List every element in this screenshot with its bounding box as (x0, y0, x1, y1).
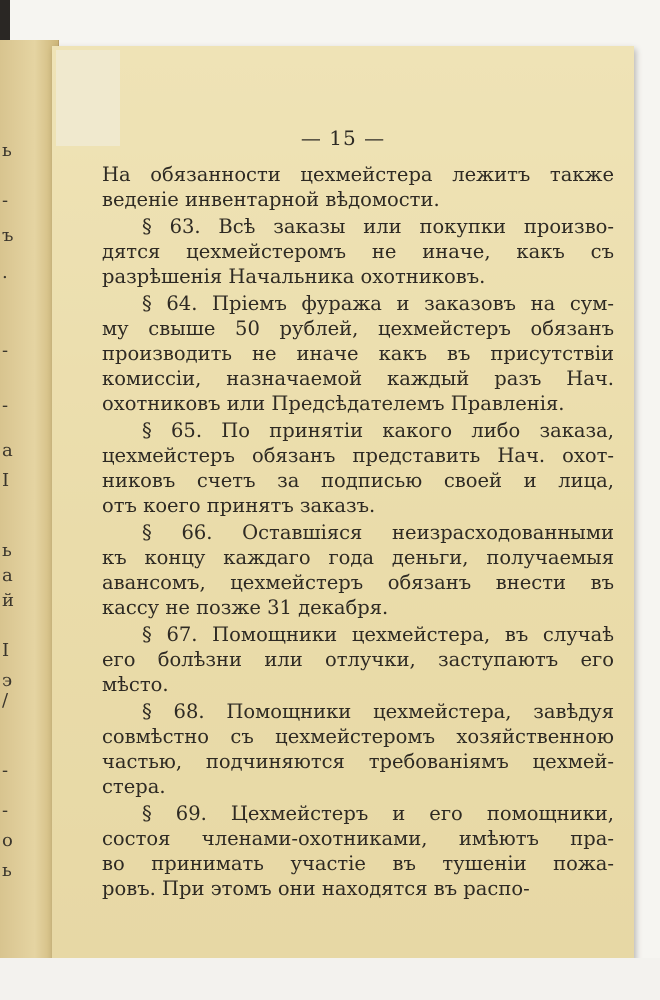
facing-page-fragment: - (2, 190, 9, 211)
paragraph-s67 (102, 622, 614, 697)
text-line: веденіе инвентарной вѣдомости. (102, 188, 440, 211)
text-line: дятся цехмейстеромъ не иначе, какъ съ (102, 240, 614, 263)
text-line: § 67. Помощники цехмейстера, въ случаѣ (142, 623, 614, 646)
facing-page-fragment: й (2, 590, 14, 611)
text-line: мѣсто. (102, 673, 169, 696)
text-line: стера. (102, 775, 166, 798)
facing-page-fragment: а (2, 565, 13, 586)
facing-page-fragment: - (2, 800, 9, 821)
text-line: комиссіи, назначаемой каждый разъ Нач. (102, 367, 614, 390)
text-line: На обязанности цехмейстера лежитъ также (102, 163, 614, 186)
text-line: разрѣшенія Начальника охотниковъ. (102, 265, 486, 288)
text-line: ровъ. При этомъ они находятся въ распо- (102, 877, 530, 900)
facing-page-fragment: ь (2, 140, 12, 161)
facing-page-fragment: э (2, 670, 13, 691)
text-line: совмѣстно съ цехмейстеромъ хозяйственною (102, 725, 614, 748)
facing-page-fragment: - (2, 760, 9, 781)
text-line: во принимать участіе въ тушеніи пожа- (102, 852, 614, 875)
text-line: его болѣзни или отлучки, заступаютъ его (102, 648, 614, 671)
paragraph-s64 (102, 291, 614, 416)
paragraph-s66 (102, 520, 614, 620)
page-body-text (102, 162, 614, 901)
text-line: отъ коего принятъ заказъ. (102, 494, 376, 517)
text-line: § 65. По принятіи какого либо заказа, (142, 419, 614, 442)
facing-page-fragment: ь (2, 860, 12, 881)
text-line: охотниковъ или Предсѣдателемъ Правленія. (102, 392, 565, 415)
facing-page-fragment: - (2, 395, 9, 416)
text-line: § 66. Оставшіяся неизрасходованными (142, 521, 614, 544)
text-line: § 69. Цехмейстеръ и его помощники, (142, 802, 614, 825)
text-line: му свыше 50 рублей, цехмейстеръ обязанъ (102, 317, 614, 340)
paragraph-s63 (102, 214, 614, 289)
facing-page-fragment: ъ (2, 225, 14, 246)
text-line: кассу не позже 31 декабря. (102, 596, 389, 619)
paragraph-s69 (102, 801, 614, 901)
facing-page-edge (0, 40, 59, 960)
text-line: состоя членами-охотниками, имѣютъ пра- (102, 827, 614, 850)
facing-page-fragment: ь (2, 540, 12, 561)
text-line: къ концу каждаго года деньги, получаемыя (102, 546, 614, 569)
scan-dark-corner (0, 0, 10, 40)
text-line: производить не иначе какъ въ присутствіи (102, 342, 614, 365)
paragraph-s65 (102, 418, 614, 518)
facing-page-fragment: I (2, 470, 10, 491)
facing-page-fragment: . (2, 262, 8, 283)
scan-bottom-margin (0, 958, 660, 1000)
book-page (52, 46, 634, 960)
text-line: § 68. Помощники цехмейстера, завѣдуя (142, 700, 614, 723)
facing-page-fragment: I (2, 640, 10, 661)
text-line: цехмейстеръ обязанъ представить Нач. охот- (102, 444, 614, 467)
paragraph-intro (102, 162, 614, 212)
facing-page-fragment: о (2, 830, 13, 851)
page-number: — 15 — (300, 126, 386, 150)
text-line: частью, подчиняются требованіямъ цехмей- (102, 750, 614, 773)
text-line: § 63. Всѣ заказы или покупки произво- (142, 215, 614, 238)
facing-page-fragment: а (2, 440, 13, 461)
text-line: никовъ счетъ за подписью своей и лица, (102, 469, 614, 492)
facing-page-fragment: / (2, 690, 9, 711)
paragraph-s68 (102, 699, 614, 799)
text-line: авансомъ, цехмейстеръ обязанъ внести въ (102, 571, 614, 594)
facing-page-fragment: - (2, 340, 9, 361)
text-line: § 64. Пріемъ фуража и заказовъ на сум- (142, 292, 614, 315)
